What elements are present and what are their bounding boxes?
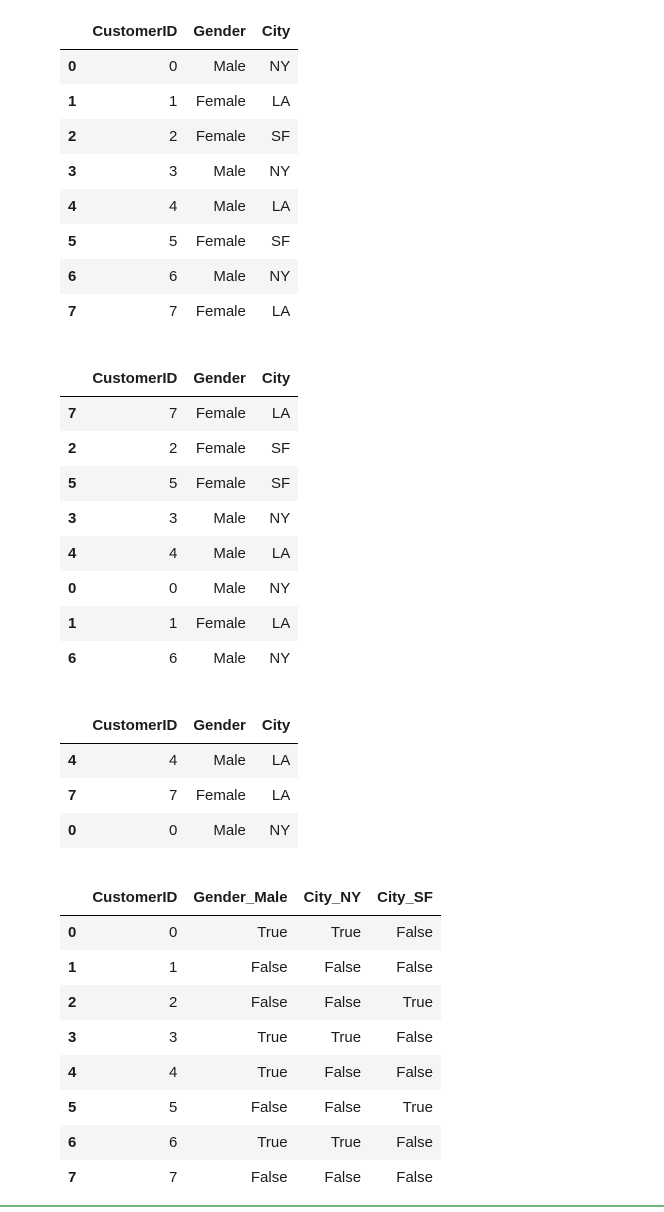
row-index: 1 xyxy=(68,959,77,976)
header-row xyxy=(60,708,298,743)
cell: True xyxy=(257,1064,288,1081)
row-index: 2 xyxy=(68,994,77,1011)
row-index: 2 xyxy=(68,440,77,457)
cell: 4 xyxy=(169,545,178,562)
cell: True xyxy=(257,1134,288,1151)
cell: LA xyxy=(271,787,291,804)
cell: 5 xyxy=(169,233,178,250)
row-index: 5 xyxy=(68,1099,77,1116)
column-header: CustomerID xyxy=(84,361,185,396)
cell: SF xyxy=(271,440,291,457)
column-header: City_SF xyxy=(369,880,441,915)
cell: Female xyxy=(195,128,246,145)
row-index: 7 xyxy=(68,405,77,423)
table-row xyxy=(60,641,298,676)
cell: 1 xyxy=(169,959,178,976)
cell: False xyxy=(324,1064,362,1081)
table-row xyxy=(60,571,298,606)
column-header: City xyxy=(254,708,298,743)
cell: 3 xyxy=(169,163,178,180)
cell: Male xyxy=(213,545,246,562)
cell-focus-border xyxy=(0,1205,664,1207)
cell: Female xyxy=(195,787,246,804)
cell: True xyxy=(402,994,433,1011)
cell: 0 xyxy=(169,924,178,942)
cell: NY xyxy=(269,822,291,839)
cell: 4 xyxy=(169,198,178,215)
index-corner-cell xyxy=(60,14,84,49)
cell: NY xyxy=(269,163,291,180)
cell: 0 xyxy=(169,58,178,76)
cell: False xyxy=(396,959,433,976)
table-row xyxy=(60,431,298,466)
header-row xyxy=(60,361,298,396)
header-row xyxy=(60,880,441,915)
cell: LA xyxy=(271,405,291,423)
cell: Male xyxy=(213,650,246,667)
table-row xyxy=(60,119,298,154)
cell: False xyxy=(250,959,288,976)
table-row xyxy=(60,985,441,1020)
cell: Male xyxy=(213,268,246,285)
cell: False xyxy=(250,1169,288,1186)
row-index: 0 xyxy=(68,58,77,76)
row-index: 3 xyxy=(68,510,77,527)
column-header: CustomerID xyxy=(84,14,185,49)
column-header: Gender xyxy=(185,708,254,743)
row-index: 4 xyxy=(68,198,77,215)
row-index: 4 xyxy=(68,1064,77,1081)
row-index: 4 xyxy=(68,752,77,770)
table-row xyxy=(60,1020,441,1055)
row-index: 0 xyxy=(68,580,77,597)
table-row xyxy=(60,536,298,571)
cell: Male xyxy=(213,822,246,839)
row-index: 3 xyxy=(68,1029,77,1046)
table-row xyxy=(60,84,298,119)
cell: Female xyxy=(195,475,246,492)
cell: Male xyxy=(213,752,246,770)
table-row xyxy=(60,1055,441,1090)
column-header: CustomerID xyxy=(84,880,185,915)
cell: Male xyxy=(213,198,246,215)
cell: 5 xyxy=(169,1099,178,1116)
cell: 2 xyxy=(169,128,178,145)
cell: NY xyxy=(269,510,291,527)
cell: Female xyxy=(195,615,246,632)
table-row xyxy=(60,154,298,189)
table-row xyxy=(60,294,298,329)
cell: SF xyxy=(271,128,291,145)
table-row xyxy=(60,224,298,259)
row-index: 1 xyxy=(68,93,77,110)
table-row xyxy=(60,1125,441,1160)
cell: Male xyxy=(213,58,246,76)
cell: True xyxy=(330,1029,362,1046)
table-row xyxy=(60,49,298,84)
cell: False xyxy=(396,1064,433,1081)
row-index: 7 xyxy=(68,787,77,804)
row-index: 0 xyxy=(68,924,77,942)
cell: Female xyxy=(195,405,246,423)
column-header: City xyxy=(254,14,298,49)
table-row xyxy=(60,915,441,950)
cell: False xyxy=(324,994,362,1011)
cell: 4 xyxy=(169,752,178,770)
cell: LA xyxy=(271,93,291,110)
table-row xyxy=(60,189,298,224)
table-row xyxy=(60,950,441,985)
table-row xyxy=(60,501,298,536)
cell: True xyxy=(257,924,288,942)
cell: LA xyxy=(271,303,291,320)
table-row xyxy=(60,743,298,778)
cell: False xyxy=(324,1169,362,1186)
cell: Male xyxy=(213,510,246,527)
cell: NY xyxy=(269,580,291,597)
table-row xyxy=(60,259,298,294)
row-index: 7 xyxy=(68,303,77,320)
index-corner-cell xyxy=(60,708,84,743)
header-row xyxy=(60,14,298,49)
row-index: 6 xyxy=(68,650,77,667)
cell: False xyxy=(250,1099,288,1116)
cell: True xyxy=(257,1029,288,1046)
table-row xyxy=(60,778,298,813)
cell: True xyxy=(330,924,362,942)
cell: 0 xyxy=(169,822,178,839)
column-header: Gender_Male xyxy=(185,880,295,915)
cell: 7 xyxy=(169,303,178,320)
row-index: 5 xyxy=(68,233,77,250)
cell: 6 xyxy=(169,268,178,285)
cell: 5 xyxy=(169,475,178,492)
cell: 7 xyxy=(169,1169,178,1186)
column-header: Gender xyxy=(185,361,254,396)
cell: 1 xyxy=(169,615,178,632)
cell: 0 xyxy=(169,580,178,597)
row-index: 6 xyxy=(68,268,77,285)
cell: False xyxy=(324,1099,362,1116)
cell: 6 xyxy=(169,1134,178,1151)
table-row xyxy=(60,1090,441,1125)
cell: NY xyxy=(269,58,291,76)
row-index: 1 xyxy=(68,615,77,632)
cell: LA xyxy=(271,198,291,215)
cell: Female xyxy=(195,233,246,250)
cell: True xyxy=(330,1134,362,1151)
index-corner-cell xyxy=(60,361,84,396)
cell: LA xyxy=(271,545,291,562)
cell: Female xyxy=(195,440,246,457)
cell: False xyxy=(324,959,362,976)
index-corner-cell xyxy=(60,880,84,915)
cell: False xyxy=(250,994,288,1011)
cell: 2 xyxy=(169,994,178,1011)
row-index: 7 xyxy=(68,1169,77,1186)
cell: 4 xyxy=(169,1064,178,1081)
cell: 2 xyxy=(169,440,178,457)
dataframe-onehot-encoded xyxy=(60,880,441,1195)
row-index: 2 xyxy=(68,128,77,145)
cell: LA xyxy=(271,615,291,632)
cell: 1 xyxy=(169,93,178,110)
table-row xyxy=(60,813,298,848)
table-row xyxy=(60,466,298,501)
cell: SF xyxy=(271,475,291,492)
cell: 3 xyxy=(169,1029,178,1046)
cell: False xyxy=(396,1169,433,1186)
table-row xyxy=(60,1160,441,1195)
cell: 3 xyxy=(169,510,178,527)
row-index: 6 xyxy=(68,1134,77,1151)
cell: LA xyxy=(271,752,291,770)
cell: False xyxy=(396,1134,433,1151)
row-index: 3 xyxy=(68,163,77,180)
column-header: City_NY xyxy=(296,880,370,915)
cell: NY xyxy=(269,268,291,285)
cell: NY xyxy=(269,650,291,667)
dataframe-shuffled xyxy=(60,361,298,676)
cell: Male xyxy=(213,163,246,180)
table-row xyxy=(60,396,298,431)
cell: 6 xyxy=(169,650,178,667)
cell: Female xyxy=(195,93,246,110)
dataframe-sample xyxy=(60,708,298,848)
cell: False xyxy=(396,1029,433,1046)
row-index: 0 xyxy=(68,822,77,839)
cell: Female xyxy=(195,303,246,320)
cell: 7 xyxy=(169,787,178,804)
table-row xyxy=(60,606,298,641)
cell: False xyxy=(396,924,433,942)
row-index: 5 xyxy=(68,475,77,492)
row-index: 4 xyxy=(68,545,77,562)
cell: SF xyxy=(271,233,291,250)
column-header: CustomerID xyxy=(84,708,185,743)
cell: True xyxy=(402,1099,433,1116)
cell: Male xyxy=(213,580,246,597)
column-header: City xyxy=(254,361,298,396)
dataframe-original xyxy=(60,14,298,329)
cell: 7 xyxy=(169,405,178,423)
column-header: Gender xyxy=(185,14,254,49)
